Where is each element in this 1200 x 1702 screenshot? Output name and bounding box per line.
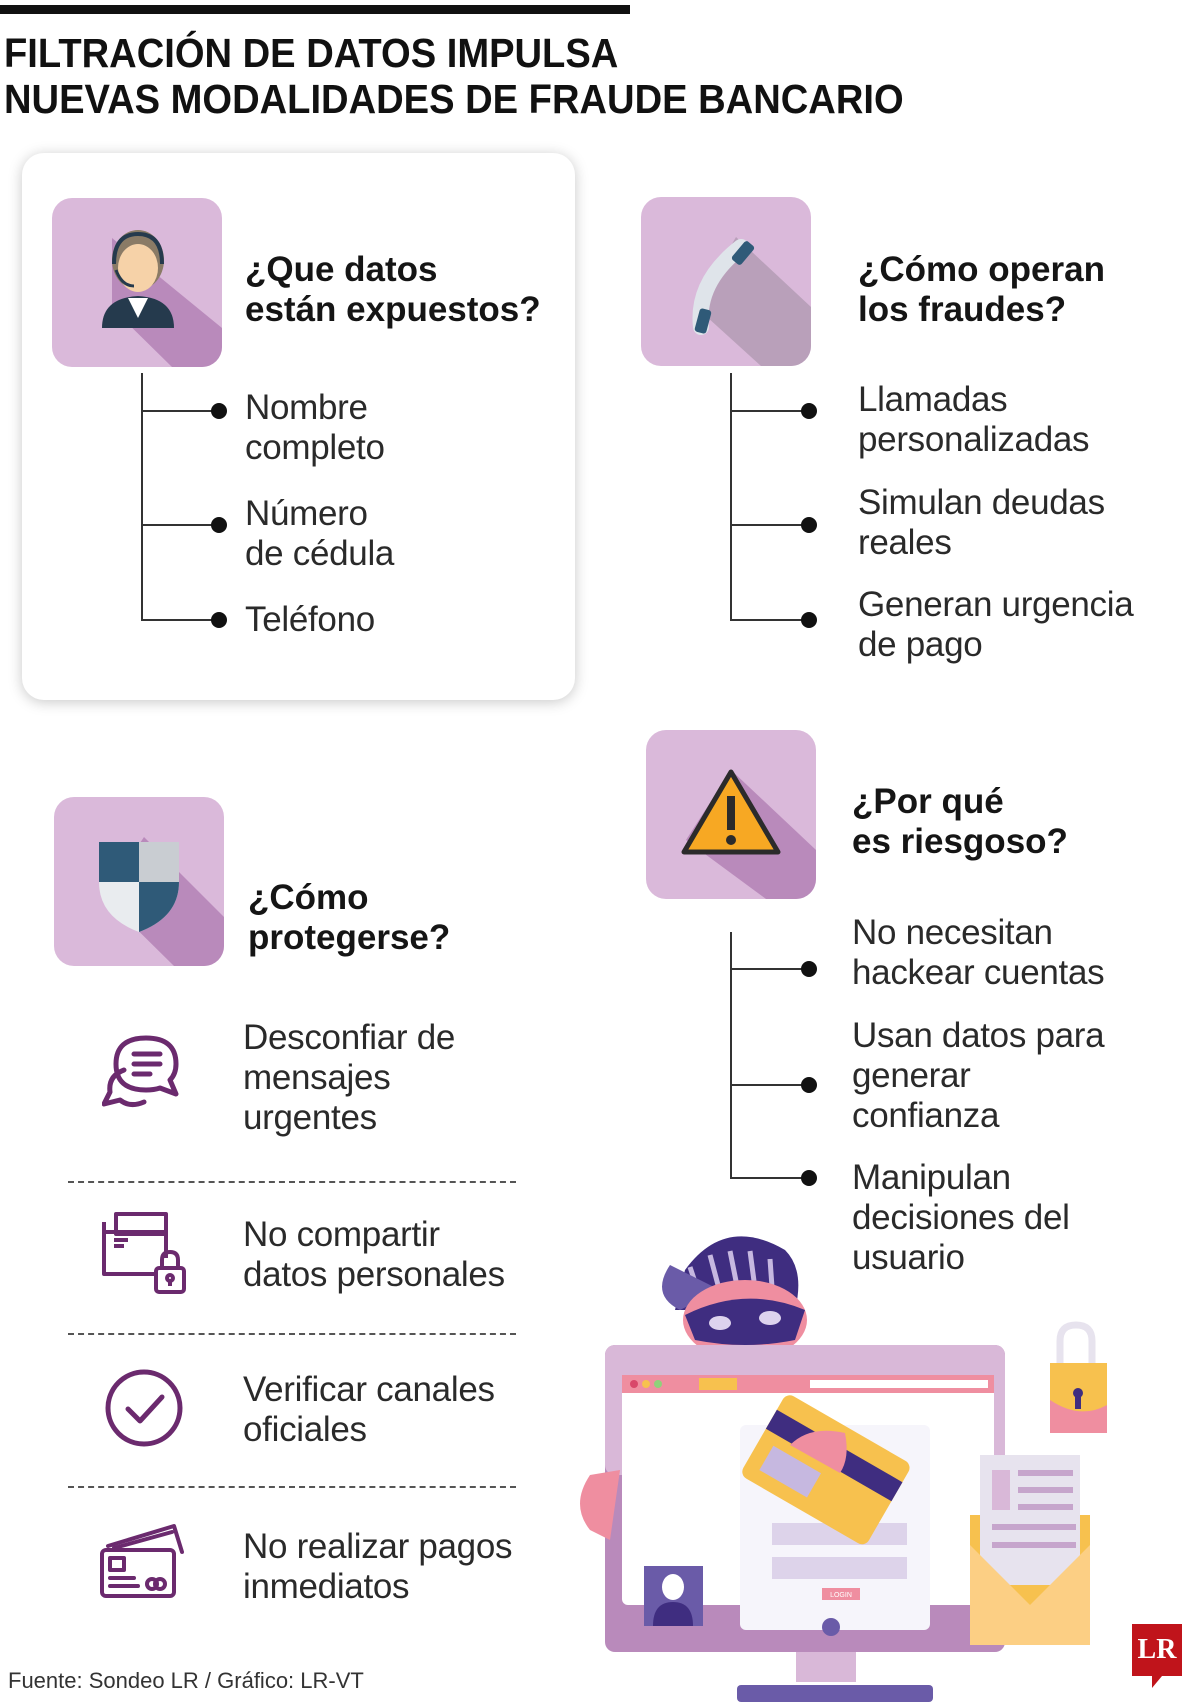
risk-item-1: No necesitan hackear cuentas	[852, 913, 1105, 992]
page-title-line2: NUEVAS MODALIDADES DE FRAUDE BANCARIO	[4, 76, 904, 122]
operate-heading-line2: los fraudes?	[858, 290, 1067, 329]
bullet-dot	[801, 517, 817, 533]
tree-branch	[730, 1177, 808, 1179]
risk-item-3: Manipulan decisiones del usuario	[852, 1158, 1070, 1277]
divider	[68, 1181, 516, 1183]
bullet-dot	[801, 1170, 817, 1186]
tree-branch	[730, 524, 808, 526]
phone-icon	[641, 197, 811, 366]
bullet-dot	[801, 1077, 817, 1093]
monitor-base	[737, 1685, 933, 1702]
operate-item-3: Generan urgencia de pago	[858, 585, 1134, 664]
padlock-icon	[1050, 1325, 1107, 1433]
source-footer: Fuente: Sondeo LR / Gráfico: LR-VT	[8, 1668, 364, 1693]
page-title-line1: FILTRACIÓN DE DATOS IMPULSA	[4, 30, 619, 76]
divider	[68, 1486, 516, 1488]
tree-branch	[141, 619, 219, 621]
tree-branch	[730, 619, 808, 621]
envelope-icon	[970, 1455, 1090, 1645]
risk-item-2: Usan datos para generar confianza	[852, 1016, 1105, 1135]
operate-item-1: Llamadas personalizadas	[858, 380, 1090, 459]
tree-branch	[730, 968, 808, 970]
exposed-heading-line2: están expuestos?	[245, 290, 541, 329]
operator-icon	[52, 198, 222, 367]
protect-item-4: No realizar pagos inmediatos	[243, 1527, 513, 1606]
warning-icon	[646, 730, 816, 899]
chat-icon	[102, 1030, 188, 1116]
login-button-label: LOGIN	[830, 1592, 852, 1599]
monitor-neck	[796, 1652, 856, 1682]
tree-branch	[141, 524, 219, 526]
risk-heading-line1: ¿Por qué	[852, 782, 1004, 821]
exposed-heading-line1: ¿Que datos	[245, 250, 438, 289]
protect-item-1: Desconfiar de mensajes urgentes	[243, 1018, 456, 1137]
bullet-dot	[211, 612, 227, 628]
lr-logo: LR	[1132, 1624, 1182, 1676]
hacker-figure	[662, 1236, 807, 1360]
exposed-item-1: Nombre completo	[245, 388, 385, 467]
top-rule	[0, 5, 630, 14]
operate-heading-line1: ¿Cómo operan	[858, 250, 1105, 289]
tree-branch	[730, 1084, 808, 1086]
protect-item-3: Verificar canales oficiales	[243, 1370, 495, 1449]
operate-item-2: Simulan deudas reales	[858, 483, 1105, 562]
bullet-dot	[801, 403, 817, 419]
divider	[68, 1333, 516, 1335]
protect-heading-line2: protegerse?	[248, 918, 451, 957]
bullet-dot	[211, 517, 227, 533]
exposed-item-3: Teléfono	[245, 600, 375, 639]
bullet-dot	[801, 612, 817, 628]
folder-lock-icon	[102, 1210, 188, 1296]
tree-branch	[141, 410, 219, 412]
bullet-dot	[211, 403, 227, 419]
risk-heading-line2: es riesgoso?	[852, 822, 1068, 861]
check-circle-icon	[102, 1365, 188, 1451]
credit-cards-icon	[100, 1518, 186, 1604]
logo-tail	[1152, 1676, 1162, 1688]
tree-branch	[730, 410, 808, 412]
protect-item-2: No compartir datos personales	[243, 1215, 505, 1294]
shield-icon	[54, 797, 224, 966]
protect-heading-line1: ¿Cómo	[248, 878, 369, 917]
exposed-item-2: Número de cédula	[245, 494, 395, 573]
bullet-dot	[801, 961, 817, 977]
hacker-illustration	[580, 1215, 1200, 1702]
